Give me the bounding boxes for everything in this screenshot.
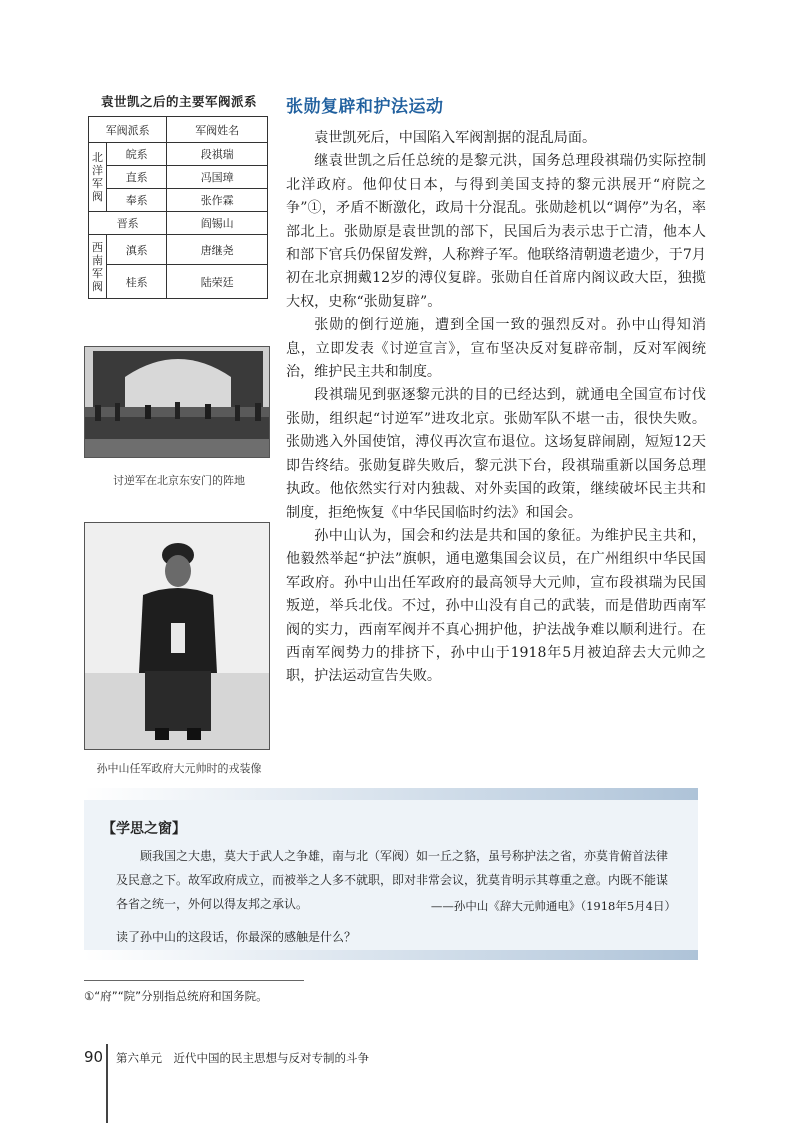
table-row — [89, 212, 268, 235]
warlord-factions-table — [88, 116, 268, 299]
name-cell: 张作霖 — [167, 189, 268, 212]
main-text-column — [286, 92, 706, 689]
name-cell: 冯国璋 — [167, 166, 268, 189]
sidebar-column — [84, 92, 274, 299]
faction-cell: 滇系 — [107, 235, 167, 265]
paragraph: 袁世凯死后，中国陷入军阀割据的混乱局面。 — [314, 130, 597, 146]
footnote: ①“府”“院”分别指总统府和国务院。 — [84, 989, 268, 1003]
group-label-beiyang: 北 洋 军 阀 — [89, 143, 107, 212]
table-row — [89, 235, 268, 265]
think-box-quote: 顾我国之大患，莫大于武人之争雄，南与北（军阀）如一丘之貉，虽号称护法之省，亦莫肯俯首法律及民意之下。故军政府成立，而被举之人多不就职，即对非常会议，犹莫肯明示其尊重之意。内既不能谋各省之统一，外何以得友邦之承认。 — [116, 849, 669, 911]
think-box-source: ——孙中山《辞大元帅通电》（1918年5月4日） — [430, 899, 676, 913]
photo-caption: 讨逆军在北京东安门的阵地 — [113, 474, 245, 487]
faction-cell: 皖系 — [107, 143, 167, 166]
paragraph: 张勋的倒行逆施，遭到全国一致的强烈反对。孙中山得知消息，立即发表《讨逆宣言》，宣布坚决反对复辟帝制，反对军阀统治，维护民主共和制度。 — [286, 317, 706, 381]
group-label-xinan: 西 南 军 阀 — [89, 235, 107, 299]
table-row — [89, 166, 268, 189]
name-cell: 唐继尧 — [167, 235, 268, 265]
photo-caption: 孙中山任军政府大元帅时的戎装像 — [96, 762, 262, 775]
table-header-name: 军阀姓名 — [167, 117, 268, 143]
paragraph: 段祺瑞见到驱逐黎元洪的目的已经达到，就通电全国宣布讨伐张勋，组织起“讨逆军”进攻北京。张勋军队不堪一击，很快失败。张勋逃入外国使馆，溥仪再次宣布退位。这场复辟闹剧，短短12天即告终结。张勋复辟失败后，黎元洪下台，段祺瑞重新以国务总理执政。他依然实行对内独裁、对外卖国的政策，继续破坏民主共和制度，拒绝恢复《中华民国临时约法》和国会。 — [286, 387, 706, 521]
think-box-question: 读了孙中山的这段话，你最深的感触是什么？ — [116, 930, 357, 944]
name-cell: 陆荣廷 — [167, 265, 268, 299]
think-box — [84, 788, 698, 960]
unit-title: 第六单元 近代中国的民主思想与反对专制的斗争 — [116, 1051, 369, 1065]
paragraph: 继袁世凯之后任总统的是黎元洪，国务总理段祺瑞仍实际控制北洋政府。他仰仗日本，与得到美国支持的黎元洪展开“府院之争”①，矛盾不断激化，政局十分混乱。张勋趁机以“调停”为名，率部北上。张勋原是袁世凯的部下，民国后为表示忠于亡清，他本人和部下官兵仍保留发辫，人称辫子军。他联络清朝遗老遗少，于7月初在北京拥戴12岁的溥仪复辟。张勋自任首席内阁议政大臣，独揽大权，史称“张勋复辟”。 — [286, 153, 706, 310]
section-title: 张勋复辟和护法运动 — [286, 97, 444, 117]
table-title: 袁世凯之后的主要军阀派系 — [100, 94, 257, 109]
table-row — [89, 189, 268, 212]
photo-donganmen-image — [85, 347, 270, 458]
photo-donganmen-troops — [84, 346, 270, 458]
table-row — [89, 265, 268, 299]
photo-portrait-image — [85, 523, 270, 750]
table-row — [89, 143, 268, 166]
faction-cell: 桂系 — [107, 265, 167, 299]
faction-cell: 晋系 — [89, 212, 167, 235]
table-header-faction: 军阀派系 — [89, 117, 167, 143]
name-cell: 阎锡山 — [167, 212, 268, 235]
think-box-title: 【学思之窗】 — [102, 821, 186, 837]
photo-sun-yatsen-portrait — [84, 522, 270, 750]
faction-cell: 奉系 — [107, 189, 167, 212]
faction-cell: 直系 — [107, 166, 167, 189]
think-box-bottom-bar — [84, 950, 698, 960]
footnote-divider — [84, 980, 304, 981]
page-number: 90 — [84, 1048, 104, 1066]
paragraph: 孙中山认为，国会和约法是共和国的象征。为维护民主共和，他毅然举起“护法”旗帜，通电邀集国会议员，在广州组织中华民国军政府。孙中山出任军政府的最高领导大元帅，宣布段祺瑞为民国叛逆，举兵北伐。不过，孙中山没有自己的武装，而是借助西南军阀的实力，西南军阀并不真心拥护他，护法战争难以顺利进行。在西南军阀势力的排挤下，孙中山于1918年5月被迫辞去大元帅之职，护法运动宣告失败。 — [286, 527, 706, 685]
name-cell: 段祺瑞 — [167, 143, 268, 166]
footer-divider — [106, 1044, 108, 1123]
table-header-row — [89, 117, 268, 143]
think-box-top-bar — [84, 788, 698, 800]
